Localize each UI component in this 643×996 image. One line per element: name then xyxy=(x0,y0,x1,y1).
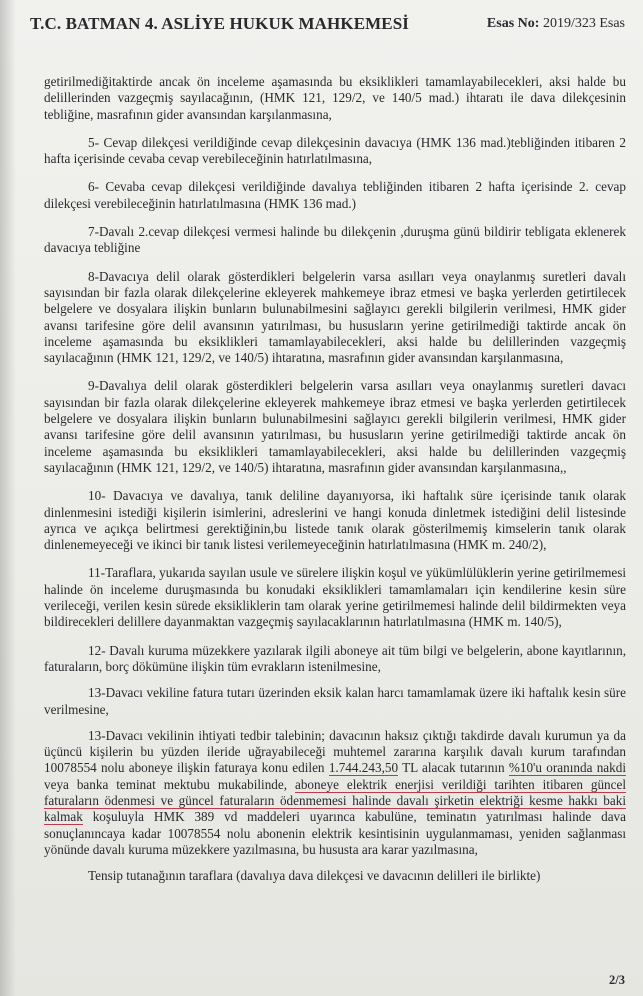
page-shadow xyxy=(0,0,16,996)
case-number-label: Esas No: xyxy=(486,16,540,31)
paragraph-11: 11-Taraflara, yukarıda sayılan usule ve sürelere ilişkin koşul ve yükümlülüklerin yerine getirilmemesi halinde ön inceleme duruşmasında bu konudaki eksiklikleri tamamlamaları için kendilerine kesin süre verileceği, verilen kesin sürede eksikliklerin tam olarak yerine getirilmemesi halinde delil bildirmekten veya bildirecekleri delillere dayanmaktan vazgeçmiş sayılacaklarının hatırlatılmasına (HMK m. 140/5), xyxy=(44,565,626,630)
document-body xyxy=(44,74,626,896)
p13b-part2: TL alacak tutarının xyxy=(398,760,509,776)
paragraph-continuation: getirilmediğitaktirde ancak ön inceleme aşamasında bu eksiklikleri tamamlayabilecekleri, aksi halde bu delillerinden vazgeçmiş sayılacağının, (HMK 121, 129/2, ve 140/5 mad.) ihtaratı ile dava dilekçesinin tebliğine, masrafının gider avansından karşılanmasına, xyxy=(44,74,626,122)
page-number: 2/3 xyxy=(609,973,625,987)
court-name: T.C. BATMAN 4. ASLİYE HUKUK MAHKEMESİ xyxy=(30,14,409,33)
paragraph-10: 10- Davacıya ve davalıya, tanık deliline dayanıyorsa, iki haftalık süre içerisinde tanık olarak dinlenmesini istediği kişilerin isimlerini, adreslerini ve hangi konuda dinletmek istediğini delil listesinde ayrıca ve açıkça belirtmesi gerektiğinin,bu listede tanık olarak gösterilmemiş kimselerin tanık olarak dinlenemeyeceği ve ikinci bir tanık listesi verilemeyeceğinin hatırlatılmasına (HMK m. 240/2), xyxy=(44,488,626,553)
paragraph-5: 5- Cevap dilekçesi verildiğinde cevap dilekçesinin davacıya (HMK 136 mad.)tebliğinden itibaren 2 hafta içerisinde cevaba cevap verebileceğinin hatırlatılmasına, xyxy=(44,134,626,167)
document-header xyxy=(30,14,625,36)
closing-line: Tensip tutanağının taraflara (davalıya dava dilekçesi ve davacının delilleri ile birlikte) xyxy=(88,868,541,884)
p13b-part1: 13-Davacı vekilinin ihtiyati tedbir talebinin; davacının haksız çıktığı takdirde davalı kurumun ya da üçüncü kişilerin bu yüzden ileride uğrayabileceği muhtemel zararına karşılık davalı kurum tarafından 10078554 nolu aboneye ilişkin faturaya konu edilen xyxy=(44,727,626,776)
underlined-condition: aboneye elektrik enerjisi verildiği tarihten itibaren güncel faturaların ödenmesi ve güncel faturaların ödenmemesi halinde davalı şirketin elektriği kesme hakkı baki kalmak xyxy=(44,776,626,825)
paragraph-12: 12- Davalı kuruma müzekkere yazılarak ilgili aboneye ait tüm bilgi ve belgelerin, abone kayıtlarının, faturaların, borç dökümüne ilişkin tüm evrakların istenilmesine, xyxy=(44,642,626,674)
paragraph-9: 9-Davalıya delil olarak gösterdikleri belgelerin varsa asılları veya onaylanmış suretleri davacı sayısından bir fazla olarak dilekçelerine ekleyerek mahkemeye ibraz etmesi ve başka yerlerden getirtilecek belgelere ve dosyalara ilişkin bunların bulunabilmesini sağlayıcı gerekli bilgilerin verilmesi, HMK gider avansı tarifesine göre delil avansının yatırılması, bu hususların yerine getirilmediği taktirde ancak ön inceleme aşamasında bu eksiklikleri tamamlayabilecekleri, aksi halde bu delillerinden vazgeçmiş sayılacağının (HMK 121, 129/2, ve 140/5) ihtaratına, masrafının gider avansından karşılanmasına,, xyxy=(44,378,626,475)
paragraph-13a: 13-Davacı vekiline fatura tutarı üzerinden eksik kalan harcı tamamlamak üzere iki haftalık kesin süre verilmesine, xyxy=(44,685,626,717)
case-number-value: 2019/323 Esas xyxy=(542,16,625,31)
paragraph-8: 8-Davacıya delil olarak gösterdikleri belgelerin varsa asılları veya onaylanmış suretleri davalı sayısından bir fazla olarak dilekçelerine ekleyerek mahkemeye ibraz etmesi ve başka yerlerden getirtilecek belgelere ve dosyalara ilişkin bunların bulunabilmesini sağlayıcı gerekli bilgilerin verilmesi, HMK gider avansı tarifesine göre delil avansının yatırılması, bu hususların yerine getirilmediği taktirde ancak ön inceleme aşamasında bu eksiklikleri tamamlayabilecekleri, aksi halde bu delillerinden vazgeçmiş sayılacağının (HMK 121, 129/2, ve 140/5) ihtaratına, masrafının gider avansından karşılanmasına, xyxy=(44,268,626,366)
case-number xyxy=(487,16,625,32)
paragraph-13b xyxy=(44,728,626,858)
p13b-part4: koşuluyla HMK 389 vd maddeleri uyarınca kabulüne, teminatın yatırılması halinde dava sonuçlanıncaya kadar 10078554 nolu abonenin elektrik kesintisinin uygulanmaması, yeniden sağlanması yönünde davalı kuruma müzekkere yazılmasına, bu hususta ara karar yazılmasına, xyxy=(44,809,626,857)
paragraph-7: 7-Davalı 2.cevap dilekçesi vermesi halinde bu dilekçenin ,duruşma günü bildirir tebligata eklenerek davacıya tebliğine xyxy=(44,224,626,256)
paragraph-6: 6- Cevaba cevap dilekçesi verildiğinde davalıya tebliğinden itibaren 2 hafta içerisinde 2. cevap dilekçesi verebileceğinin hatırlatılmasına (HMK 136 mad.) xyxy=(44,179,626,211)
p13b-part3: veya banka teminat mektubu mukabilinde, xyxy=(44,776,295,792)
claim-amount: 1.744.243,50 xyxy=(328,760,399,776)
underlined-guarantee-rate: %10'u oranında nakdi xyxy=(508,760,626,776)
